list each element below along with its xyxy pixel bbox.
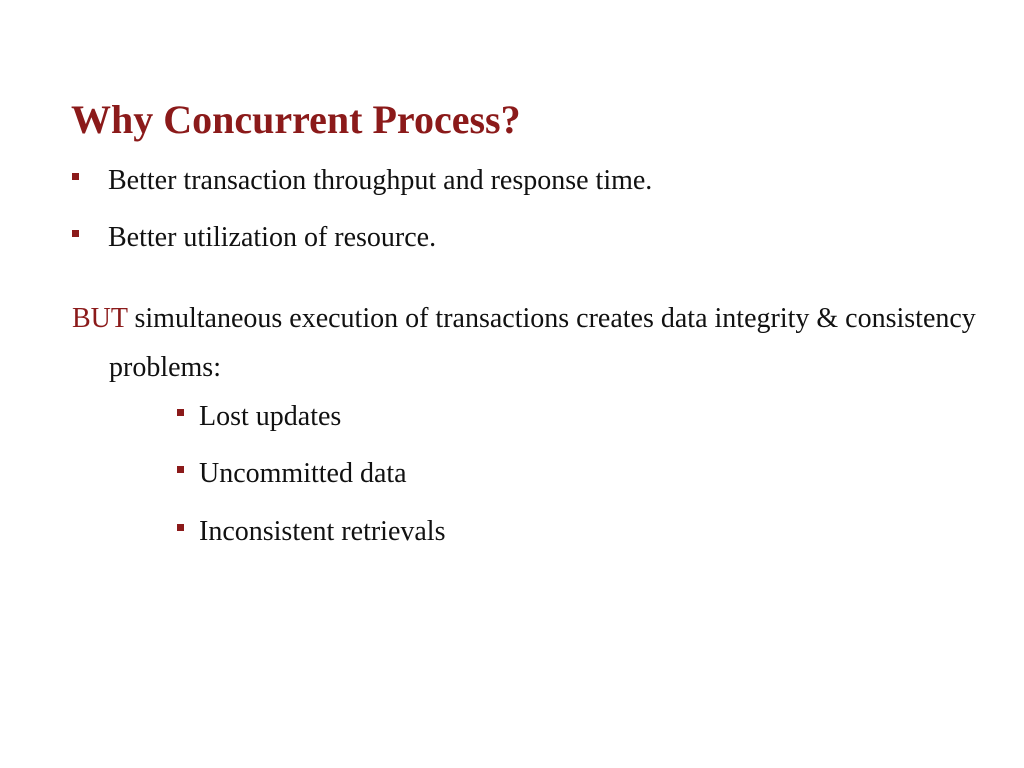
square-bullet-icon	[72, 230, 79, 237]
sub-bullet-text: Uncommitted data	[199, 458, 407, 489]
but-emphasis: BUT	[72, 303, 128, 334]
square-bullet-icon	[177, 524, 184, 531]
sub-bullet-text: Lost updates	[199, 401, 342, 432]
sub-bullet-text: Inconsistent retrievals	[199, 516, 446, 547]
paragraph-text: simultaneous execution of transactions creates data integrity & consistency problems:	[109, 303, 976, 383]
square-bullet-icon	[177, 466, 184, 473]
sub-bullet-item	[177, 457, 407, 491]
square-bullet-icon	[177, 409, 184, 416]
paragraph	[72, 294, 1019, 392]
slide-title: Why Concurrent Process?	[71, 97, 521, 142]
bullet-text: Better utilization of resource.	[108, 222, 437, 253]
sub-bullet-item	[177, 400, 341, 434]
sub-bullet-item	[177, 515, 445, 549]
bullet-item	[72, 164, 652, 198]
square-bullet-icon	[72, 173, 79, 180]
bullet-text: Better transaction throughput and response time.	[108, 165, 653, 196]
bullet-item	[72, 221, 436, 255]
